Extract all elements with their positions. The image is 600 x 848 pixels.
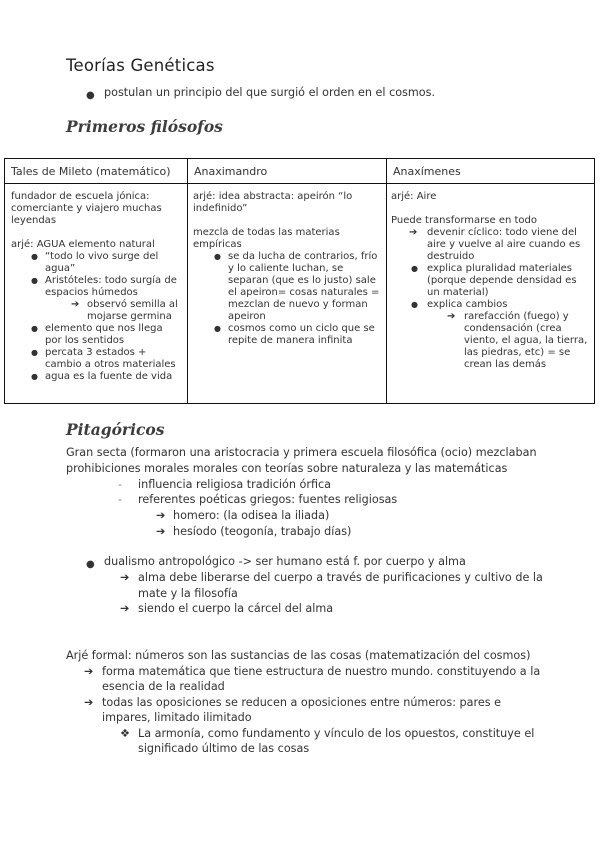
diamond-item: La armonía, como fundamento y vínculo de los opuestos, constituye el [138, 727, 535, 740]
diamond-icon: ❖ [120, 727, 131, 740]
arrow-icon: ➔ [409, 227, 418, 238]
anaximenes-sub: las piedras, etc) = se [464, 347, 571, 358]
section-heading-primeros: Primeros filósofos [66, 117, 223, 136]
anaximandro-line: mezcla de todas las materias [193, 227, 340, 238]
dash-icon: - [118, 478, 123, 491]
dash-item: referentes poéticas griegos: fuentes religiosas [138, 493, 398, 506]
anaximenes-arrow-item: aire y vuelve al aire cuando es [427, 239, 581, 250]
page-title: Teorías Genéticas [66, 56, 215, 75]
arrow-item: alma debe liberarse del cuerpo a través de purificaciones y cultivo de la [138, 571, 543, 584]
anaximandro-bullet: separan (que es lo justo) sale [228, 275, 376, 286]
anaximenes-sub: condensación (crea [464, 323, 562, 334]
arrow-icon: ➔ [120, 571, 130, 584]
bullet-dot: ● [31, 252, 38, 261]
paragraph-line: prohibiciones morales morales con teorías sobre naturaleza y las matemáticas [66, 462, 508, 475]
cell-anaximenes [387, 184, 595, 404]
arrow-item: homero: (la odisea la iliada) [173, 509, 330, 522]
tales-arje: arjé: AGUA elemento natural [11, 239, 155, 250]
anaximandro-bullet: el apeiron= cosas naturales = [228, 287, 380, 298]
bullet-dot: ● [214, 252, 221, 261]
tales-bullet: agua” [45, 263, 76, 274]
arrow-item: siendo el cuerpo la cárcel del alma [138, 602, 334, 615]
anaximandro-line: empíricas [193, 239, 242, 250]
diamond-item: significado último de las cosas [138, 742, 310, 755]
bullet-dot: ● [31, 324, 38, 333]
anaximenes-bullet: explica pluralidad materiales [427, 263, 572, 274]
bullet-dot: ● [31, 372, 38, 381]
anaximandro-line: arjé: idea abstracta: apeirón “lo [193, 191, 353, 202]
tales-bullet: Aristóteles: todo surgía de [45, 275, 177, 286]
arrow-item: forma matemática que tiene estructura de nuestro mundo. constituyendo a la [102, 665, 541, 678]
table-header-row [5, 159, 595, 184]
arrow-item: hesíodo (teogonía, trabajo días) [173, 525, 352, 538]
philosophers-table [4, 158, 595, 404]
anaximandro-bullet: mezclan de nuevo y forman [228, 299, 368, 310]
tales-bullet: elemento que nos llega [45, 323, 163, 334]
tales-sub: observó semilla al [87, 299, 178, 310]
tales-bullet: espacios húmedos [45, 287, 138, 298]
anaximenes-arje: arjé: Aire [391, 191, 437, 202]
anaximenes-line: Puede transformarse en todo [391, 215, 538, 226]
anaximandro-bullet: cosmos como un ciclo que se [228, 323, 375, 334]
arrow-icon: ➔ [84, 665, 94, 678]
arrow-item: esencia de la realidad [102, 680, 225, 693]
anaximandro-bullet: se da lucha de contrarios, frío [228, 251, 378, 262]
bullet-dot: ● [411, 264, 418, 273]
cell-tales [5, 184, 188, 404]
paragraph-line: Gran secta (formaron una aristocracia y primera escuela filosófica (ocio) mezclaban [66, 446, 537, 459]
anaximandro-bullet: repite de manera infinita [228, 335, 353, 346]
header-cell [387, 159, 595, 184]
bullet-item: dualismo antropológico -> ser humano está f. por cuerpo y alma [104, 555, 466, 568]
anaximenes-sub: viento, el agua, la tierra, [464, 335, 588, 346]
tales-line: comerciante y viajero muchas [11, 203, 162, 214]
dash-icon: - [118, 493, 123, 506]
arrow-icon: ➔ [156, 525, 166, 538]
header-tales: Tales de Mileto (matemático) [11, 165, 171, 178]
arrow-item: mate y la filosofía [138, 587, 238, 600]
anaximandro-line: indefinido” [193, 203, 248, 214]
header-cell [5, 159, 188, 184]
anaximandro-bullet: y lo caliente luchan, se [228, 263, 344, 274]
tales-line: leyendas [11, 215, 57, 226]
tales-line: fundador de escuela jónica: [11, 191, 150, 202]
section-heading-pitagoricos: Pitagóricos [66, 420, 165, 439]
arrow-icon: ➔ [84, 696, 94, 709]
anaximenes-bullet: (porque depende densidad es [427, 275, 577, 286]
bullet-dot: ● [214, 324, 221, 333]
tales-bullet: por los sentidos [45, 335, 125, 346]
anaximenes-arrow-item: destruido [427, 251, 475, 262]
bullet-dot: ● [411, 300, 418, 309]
arrow-icon: ➔ [447, 311, 456, 322]
table-body-row [5, 184, 595, 404]
bullet-dot: ● [86, 559, 95, 570]
arrow-item: todas las oposiciones se reducen a oposiciones entre números: pares e [102, 696, 502, 709]
anaximenes-bullet: un material) [427, 287, 489, 298]
anaximenes-sub: rarefacción (fuego) y [464, 311, 569, 322]
arrow-icon: ➔ [71, 299, 80, 310]
bullet-dot: ● [31, 348, 38, 357]
cell-anaximandro [188, 184, 387, 404]
header-anaximenes: Anaxímenes [393, 165, 461, 178]
header-anaximandro: Anaximandro [194, 165, 268, 178]
paragraph-line: Arjé formal: números son las sustancias de las cosas (matematización del cosmos) [66, 649, 531, 662]
tales-bullet: percata 3 estados + [45, 347, 147, 358]
anaximenes-sub: crean las demás [464, 359, 547, 370]
arrow-icon: ➔ [156, 509, 166, 522]
tales-bullet: cambio a otros materiales [45, 359, 176, 370]
dash-item: influencia religiosa tradición órfica [138, 478, 332, 491]
anaximandro-bullet: apeiron [228, 311, 266, 322]
intro-bullet-text: postulan un principio del que surgió el orden en el cosmos. [104, 86, 436, 99]
header-cell [188, 159, 387, 184]
arrow-icon: ➔ [120, 602, 130, 615]
arrow-item: impares, limitado ilimitado [102, 711, 252, 724]
anaximenes-arrow-item: devenir cíclico: todo viene del [427, 227, 577, 238]
bullet-dot: ● [31, 276, 38, 285]
intro-bullet-dot: ● [86, 90, 95, 101]
tales-bullet: agua es la fuente de vida [45, 371, 173, 382]
tales-bullet: “todo lo vivo surge del [45, 251, 159, 262]
tales-sub: mojarse germina [87, 311, 172, 322]
anaximenes-bullet: explica cambios [427, 299, 508, 310]
